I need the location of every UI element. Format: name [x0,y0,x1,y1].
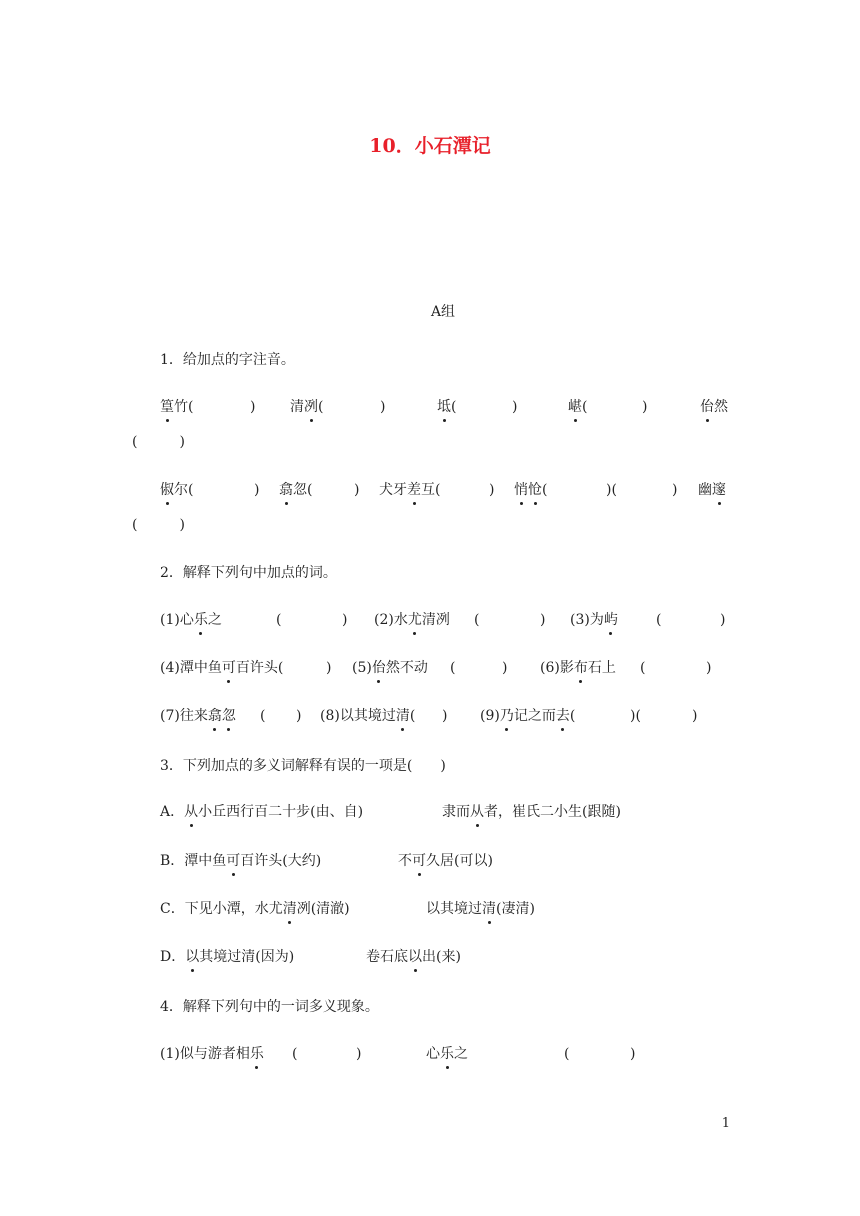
q3-option-c: C．下见小潭，水尤清冽(清澈) [160,901,350,917]
q1-blank: ) [512,399,518,415]
q2-item: (6)影布石上 [540,660,616,676]
q2-item: (1)心乐之 [160,612,222,628]
q1-blank: )( [606,482,617,498]
q2-item: (2)水尤清冽 [374,612,450,628]
q2-blank: )( [630,708,641,724]
q2-blank: ) [540,612,546,628]
q1-blank: ) [250,399,256,415]
q2-item: (7)往来翕忽 [160,708,236,724]
q1-blank: ) [642,399,648,415]
group-heading: A组 [430,304,456,320]
q4-item: 心乐之 [426,1046,468,1062]
q1-item: 坻( [437,399,457,415]
q4-blank: ( [292,1046,298,1062]
q2-blank: ) [692,708,698,724]
q1-item: 清冽( [290,399,324,415]
q1-item: 悄怆( [514,482,548,498]
q4-heading: 4．解释下列句中的一词多义现象。 [160,999,379,1015]
q2-blank: ( [260,708,266,724]
q2-blank: ( [656,612,662,628]
q2-blank: ) [442,708,448,724]
q2-blank: ( [640,660,646,676]
q3-option-d: D．以其境过清(因为) [160,949,295,965]
q2-blank: ( [450,660,456,676]
q2-blank: ) [720,612,726,628]
q2-item: (8)以其境过清( [320,708,416,724]
q1-blank: ) [380,399,386,415]
q2-item: (9)乃记之而去( [480,708,576,724]
q4-blank: ) [356,1046,362,1062]
q3-heading: 3．下列加点的多义词解释有误的一项是( ) [160,758,446,774]
q1-item: 篁竹( [160,399,194,415]
q2-blank: ( [474,612,480,628]
q1-item: 幽邃 [698,482,726,498]
q2-blank: ) [706,660,712,676]
q1-heading: 1．给加点的字注音。 [160,352,295,368]
q1-wrap-blank: ( ) [132,434,185,450]
q1-item: 佁然 [700,399,728,415]
q3-option-b: B．潭中鱼可百许头(大约) [160,853,322,869]
q1-item: 嵁( [568,399,588,415]
q3-option-a-compare: 隶而从者，崔氏二小生(跟随) [442,804,621,820]
q3-option-d-compare: 卷石底以出(来) [366,949,461,965]
q2-blank: ) [326,660,332,676]
q1-blank: ) [489,482,495,498]
q1-blank: ) [672,482,678,498]
page-number: 1 [721,1116,730,1131]
q3-option-b-compare: 不可久居(可以) [398,853,493,869]
q2-item: (3)为屿 [570,612,618,628]
q2-item: (4)潭中鱼可百许头( [160,660,284,676]
q1-item: 翕忽( [279,482,313,498]
q3-option-c-compare: 以其境过清(凄清) [426,901,535,917]
q4-blank: ( [564,1046,570,1062]
q1-blank: ) [354,482,360,498]
q2-item: (5)佁然不动 [352,660,428,676]
q1-item: 俶尔( [160,482,194,498]
q2-blank: ( [276,612,282,628]
q1-blank: ) [254,482,260,498]
page-title: 10．小石潭记 [369,135,491,157]
q4-blank: ) [630,1046,636,1062]
q1-wrap-blank: ( ) [132,517,185,533]
q2-heading: 2．解释下列句中加点的词。 [160,565,337,581]
q3-option-a: A．从小丘西行百二十步(由、自) [160,804,364,820]
q2-blank: ) [502,660,508,676]
q1-item: 犬牙差互( [379,482,441,498]
q2-blank: ) [296,708,302,724]
q2-blank: ) [342,612,348,628]
q4-item: (1)似与游者相乐 [160,1046,264,1062]
